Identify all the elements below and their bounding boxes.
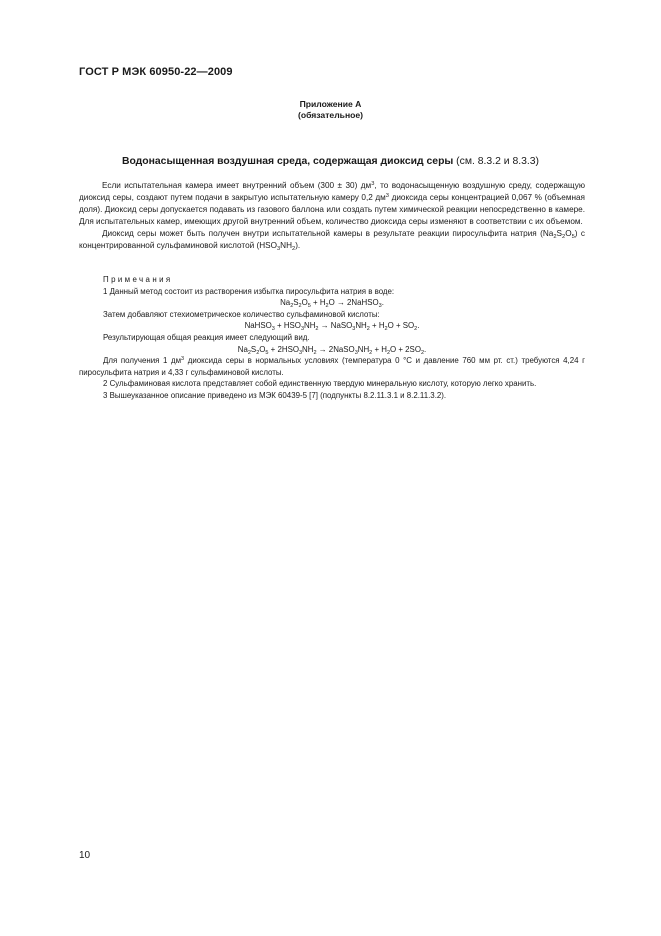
f3-e1: 2 — [313, 349, 317, 356]
p2-t3: O — [565, 228, 572, 238]
f2-c: NH — [304, 321, 316, 331]
f3-a: Na — [237, 344, 248, 354]
f1-a1: 2 — [290, 303, 294, 310]
formula-3 — [79, 344, 585, 356]
p2-t6: ). — [295, 240, 301, 250]
f2-a1: 3 — [271, 326, 275, 333]
f3-j: . — [424, 344, 427, 354]
note-1-result: Результирующая общая реакция имеет следующий вид. — [103, 332, 310, 342]
f3-i: O + 2SO — [390, 344, 421, 354]
f3-b: S — [250, 344, 257, 354]
formula-1 — [79, 297, 585, 309]
f2-e1: 2 — [366, 326, 370, 333]
f3-d: + 2HSO — [268, 344, 299, 354]
f3-f1: 3 — [354, 349, 358, 356]
f1-e: O → 2NaHSO — [328, 298, 379, 308]
p2-s2: 2 — [561, 233, 566, 240]
note-1: 1 Данный метод состоит из растворения избытка пиросульфита натрия в воде: — [103, 286, 395, 296]
annex-title: Приложение А — [299, 99, 362, 109]
f3-c1: 5 — [265, 349, 269, 356]
f3-c: O — [259, 344, 266, 354]
f2-g: O + SO — [387, 321, 415, 331]
paragraph-1-text-b: , то водонасыщенную воздушную среду, содержащую диоксид серы, создают путем подачи в закрытую испытательную камеру 0,2 дм — [79, 181, 585, 202]
f1-c1: 5 — [307, 303, 311, 310]
f3-e: NH — [302, 344, 314, 354]
annex-status: (обязательное) — [297, 110, 364, 120]
f3-h: + H — [372, 344, 387, 354]
f2-b1: 3 — [300, 326, 305, 333]
note-1-final-sup: 3 — [181, 356, 185, 363]
note-3: 3 Вышеуказанное описание приведено из МЭК 60439-5 [7] (подпункты 8.2.11.3.1 и 8.2.11.3.2). — [103, 390, 447, 400]
f1-b: S — [293, 298, 299, 308]
f3-h1: 2 — [386, 349, 391, 356]
formula-2 — [79, 320, 585, 332]
f2-h: . — [417, 321, 420, 331]
f2-a: NaHSO — [244, 321, 272, 331]
section-title-reference: (см. 8.3.2 и 8.3.3) — [453, 156, 540, 167]
f2-d: → NaSO — [318, 321, 353, 331]
f1-a: Na — [280, 298, 291, 308]
f2-e: NH — [355, 321, 367, 331]
notes-block — [79, 274, 585, 402]
f3-a1: 2 — [247, 349, 251, 356]
note-1-final-b: диоксида серы в нормальных условиях (температура 0 °С и давление 760 мм рт. ст.) требуются 4,24 г пиросульфита натрия и 4,33 г сульфаминовой кислоты. — [79, 356, 586, 377]
p2-s4: 3 — [276, 245, 281, 252]
f3-g: NH — [357, 344, 370, 354]
page-number: 10 — [79, 850, 91, 861]
f2-f: + H — [369, 321, 385, 331]
p2-t2: S — [556, 228, 562, 238]
section-title-bold: Водонасыщенная воздушная среда, содержащая диоксид серы — [121, 156, 454, 167]
document-header: ГОСТ Р МЭК 60950-22—2009 — [79, 66, 233, 78]
f3-i1: 2 — [420, 349, 425, 356]
p2-t5: NH — [280, 240, 292, 250]
note-1-final — [79, 355, 585, 378]
f3-b1: 2 — [256, 349, 260, 356]
f3-g1: 2 — [369, 349, 373, 356]
p2-s3: 5 — [571, 233, 575, 240]
f1-f: . — [381, 298, 384, 308]
notes-heading: Примечания — [103, 275, 173, 284]
f1-e1: 3 — [378, 303, 382, 310]
paragraph-1-text-a: Если испытательная камера имеет внутренний объем (300 ± 30) дм — [102, 181, 372, 190]
note-1-then: Затем добавляют стехиометрическое количество сульфаминовой кислоты: — [103, 309, 380, 319]
f1-c: O — [301, 298, 308, 308]
p2-s1: 2 — [553, 233, 557, 240]
p2-s5: 2 — [292, 245, 296, 252]
f3-d1: 3 — [298, 349, 303, 356]
note-2: 2 Сульфаминовая кислота представляет собой единственную твердую минеральную кислоту, которую легко хранить. — [103, 379, 537, 389]
f2-g1: 2 — [414, 326, 418, 333]
f1-d1: 2 — [325, 303, 329, 310]
paragraph-1 — [79, 180, 585, 228]
f2-b: + HSO — [274, 321, 301, 331]
paragraph-1-sup-b: 3 — [385, 192, 389, 199]
f1-d: + H — [310, 298, 326, 308]
paragraph-1-text-c: диоксида серы концентрацией 0,067 % (объемная доля). Диоксид серы допускается подавать из газового баллона или создать путем химической реакции непосредственно в камере. Для испытательных камер, имеющих другой внутренний объем, количество диоксида серы изменяют в соответствии с их объемом. — [79, 192, 585, 226]
f2-d1: 3 — [352, 326, 356, 333]
f3-f: → 2NaSO — [316, 344, 355, 354]
f2-f1: 2 — [384, 326, 388, 333]
p2-t1: Диоксид серы может быть получен внутри испытательной камеры в результате реакции пиросульфита натрия (Na — [102, 228, 554, 238]
main-text — [79, 180, 585, 251]
p2-t4: ) с концентрированной сульфаминовой кислотой (HSO — [79, 228, 585, 250]
f2-c1: 2 — [315, 326, 319, 333]
f1-b1: 2 — [298, 303, 302, 310]
paragraph-2 — [79, 228, 585, 252]
note-1-final-a: Для получения 1 дм — [103, 356, 182, 366]
section-title — [0, 156, 661, 167]
paragraph-1-sup-a: 3 — [371, 181, 375, 187]
